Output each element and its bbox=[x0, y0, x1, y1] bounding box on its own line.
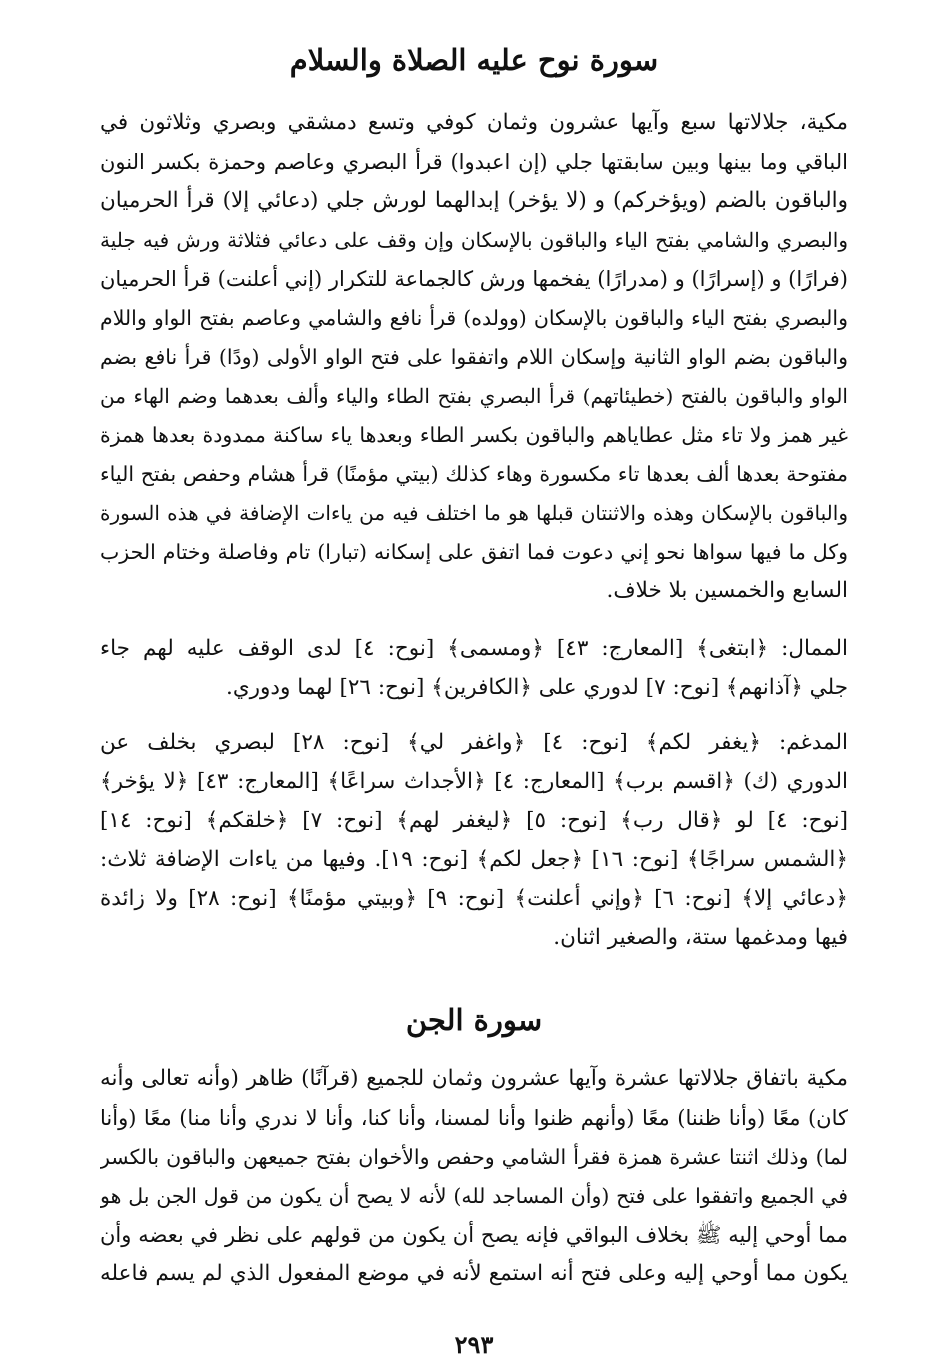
text-line: الباقي وما بينها وبين سابقتها جلي (إن اعبدوا) قرأ البصري وعاصم وحمزة بكسر النون bbox=[100, 150, 848, 174]
text-line: كان) معًا (وأنا ظننا) معًا (وأنهم ظنوا وأنا لمسنا، وأنا كنا، وأنا لا ندري وأنا منا) معًا (وأنا bbox=[100, 1106, 848, 1130]
text-line: مما أوحي إليه ﷺ بخلاف البواقي فإنه يصح أن يكون من قولهم على نظر في بعضه وأن bbox=[100, 1223, 848, 1247]
mudgham-line: الدوري (ك) ﴿اقسم برب﴾ [المعارج: ٤] ﴿الأجداث سراعًا﴾ [المعارج: ٤٣] ﴿لا يؤخر﴾ bbox=[100, 769, 848, 794]
mudgham-line: المدغم: ﴿يغفر لكم﴾ [نوح: ٤] ﴿واغفر لي﴾ [نوح: ٢٨] لبصري بخلف عن bbox=[100, 730, 848, 755]
text-line: مكية باتفاق جلالاتها عشرة وآيها عشرون وثمان للجميع (قرآنًا) ظاهر (وأنه تعالى وأنه bbox=[100, 1066, 848, 1091]
surah-nuh-title: سورة نوح عليه الصلاة والسلام bbox=[289, 43, 659, 77]
mudgham-line: ﴿الشمس سراجًا﴾ [نوح: ١٦] ﴿جعل لكم﴾ [نوح: ١٩]. وفيها من ياءات الإضافة ثلاث: bbox=[100, 847, 848, 872]
text-line: الواو والباقون بالفتح (خطيئاتهم) قرأ البصري بفتح الطاء والياء وألف بعدهما وضم الهاء من bbox=[100, 384, 848, 408]
text-line: مكية، جلالاتها سبع وآيها عشرون وثمان كوفي وتسع دمشقي وبصري وثلاثون في bbox=[100, 110, 848, 135]
text-line: (فرارًا) و (إسرارًا) و (مدرارًا) يفخمها ورش كالجماعة للتكرار (إني أعلنت) قرأ الحرميان bbox=[100, 267, 848, 291]
text-line: غير همز ولا تاء مثل عطاياهم والباقون بكسر الطاء وبعدها ياء ساكنة ممدودة بعدها همزة bbox=[100, 423, 848, 447]
text-line: لما) وذلك اثنتا عشرة همزة فقرأ الشامي وحفص والأخوان بفتح جميعهن والباقون بالكسر bbox=[100, 1145, 848, 1169]
text-line: مفتوحة بعدها ألف بعدها تاء مكسورة وهاء كذلك (بيتي مؤمنًا) قرأ هشام وحفص بفتح الياء bbox=[100, 462, 848, 486]
text-line: والبصري بفتح الياء والباقون بالإسكان (وولده) قرأ نافع والشامي وعاصم بفتح الواو واللام bbox=[100, 306, 848, 330]
surah-jinn-title: سورة الجن bbox=[405, 1003, 543, 1037]
text-line: والباقون بالضم (ويؤخركم) و (لا يؤخر) إبدالهما لورش جلي (دعائي إلا) قرأ الحرميان bbox=[100, 188, 848, 213]
text-line: في الجميع واتفقوا على فتح (وأن المساجد لله) لأنه لا يصح أن يكون من قول الجن بل هو bbox=[100, 1184, 848, 1208]
text-line: والبصري والشامي بفتح الياء والباقون بالإسكان وإن وقف على دعائي فثلاثة ورش فيه جلية bbox=[100, 228, 848, 252]
mudgham-line: [نوح: ٤] لو ﴿قال رب﴾ [نوح: ٥] ﴿ليغفر لهم﴾ [نوح: ٧] ﴿خلقكم﴾ [نوح: ١٤] bbox=[100, 808, 848, 833]
mumal-line: الممال: ﴿ابتغى﴾ [المعارج: ٤٣] ﴿ومسمى﴾ [نوح: ٤] لدى الوقف عليه لهم جاء bbox=[100, 636, 848, 661]
text-line: والباقون بضم الواو الثانية وإسكان اللام واتفقوا على فتح الواو الأولى (ودًا) قرأ نافع بضم bbox=[100, 345, 848, 369]
page-number: ٢٩٣ bbox=[454, 1330, 494, 1359]
text-line: وكل ما فيها سواها نحو إني دعوت فما اتفق على إسكانه (تبارا) تام وفاصلة وختام الحزب bbox=[100, 540, 848, 564]
text-line: يكون مما أوحي إليه وعلى فتح أنه استمع لأنه في موضع المفعول الذي لم يسم فاعله bbox=[100, 1261, 848, 1286]
mudgham-line: فيها ومدغمها ستة، والصغير اثنان. bbox=[553, 925, 848, 950]
text-line: السابع والخمسين بلا خلاف. bbox=[606, 578, 848, 603]
mumal-line: جلي ﴿آذانهم﴾ [نوح: ٧] لدوري على ﴿الكافرين﴾ [نوح: ٢٦] لهما ودوري. bbox=[225, 675, 848, 700]
mudgham-line: ﴿دعائي إلا﴾ [نوح: ٦] ﴿وإني أعلنت﴾ [نوح: ٩] ﴿وبيتي مؤمنًا﴾ [نوح: ٢٨] ولا زائدة bbox=[100, 886, 848, 911]
text-line: والباقون بالإسكان وهذه والاثنتان قبلها هو ما اختلف فيه من ياءات الإضافة في هذه السورة bbox=[100, 501, 848, 525]
